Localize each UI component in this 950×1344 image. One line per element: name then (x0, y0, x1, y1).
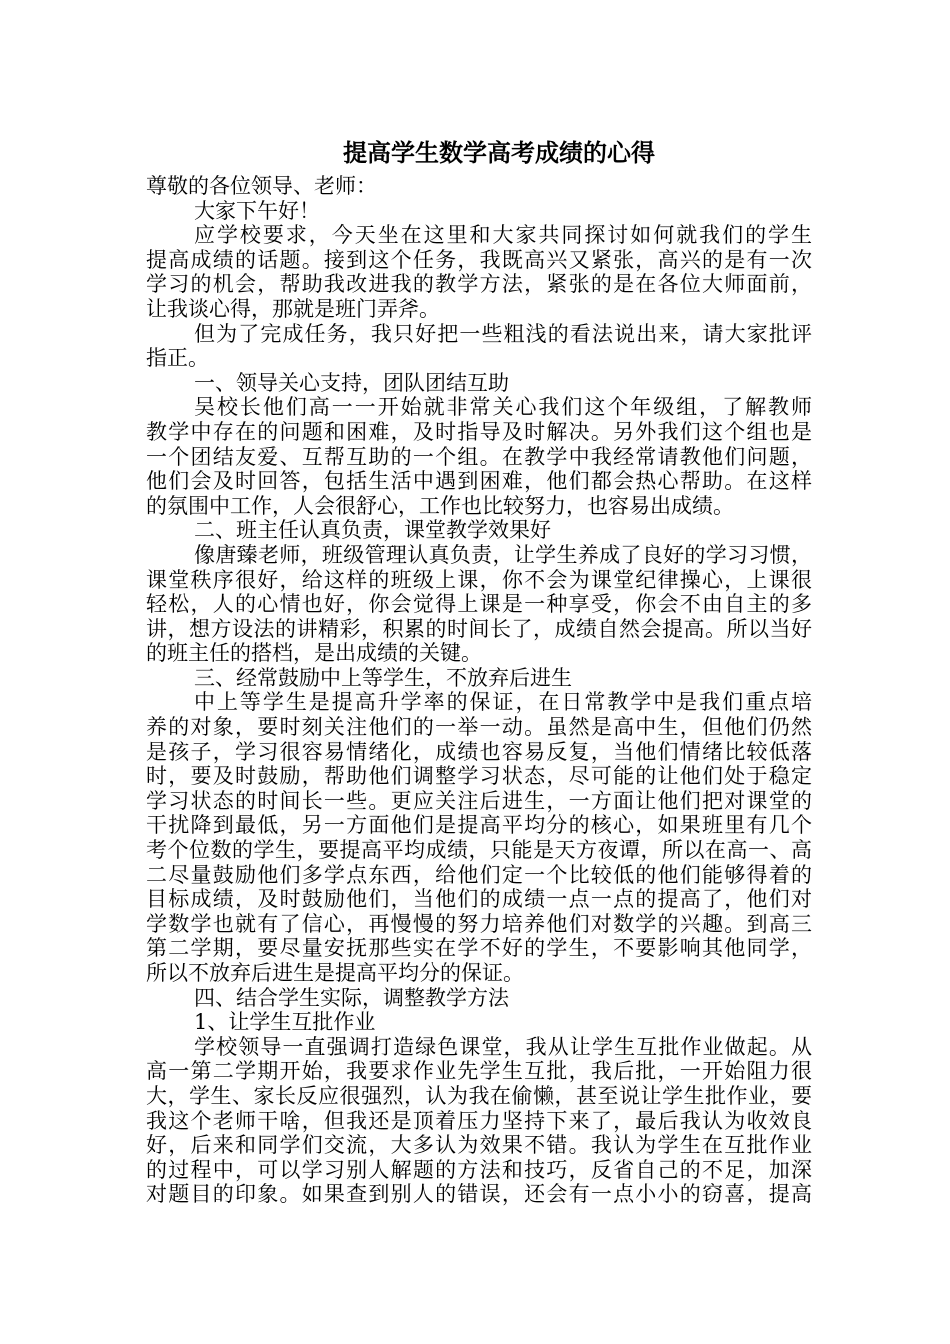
text-line: 的过程中，可以学习别人解题的方法和技巧，反省自己的不足，加深 (146, 1157, 812, 1182)
text-line: 高一第二学期开始，我要求作业先学生互批，我后批，一开始阻力很 (146, 1059, 812, 1084)
text-line: 吴校长他们高一一开始就非常关心我们这个年级组，了解教师 (194, 395, 812, 420)
text-line: 目标成绩，及时鼓励他们，当他们的成绩一点一点的提高了，他们对 (146, 887, 812, 912)
text-line: 轻松，人的心情也好，你会觉得上课是一种享受，你会不由自主的多 (146, 592, 812, 617)
text-line: 时，要及时鼓励，帮助他们调整学习状态，尽可能的让他们处于稳定 (146, 764, 812, 789)
text-line: 他们会及时回答，包括生活中遇到困难，他们都会热心帮助。在这样 (146, 469, 812, 494)
text-line: 考个位数的学生，要提高平均成绩，只能是天方夜谭，所以在高一、高 (146, 838, 812, 863)
text-line: 二、班主任认真负责，课堂教学效果好 (194, 518, 551, 543)
text-line: 让我谈心得，那就是班门弄斧。 (146, 296, 440, 321)
text-line: 二尽量鼓励他们多学点东西，给他们定一个比较低的他们能够得着的 (146, 862, 812, 887)
text-line: 我这个老师干啥，但我还是顶着压力坚持下来了，最后我认为收效良 (146, 1108, 812, 1133)
document-body (146, 174, 812, 1207)
document-page (146, 138, 812, 1207)
text-line: 大，学生、家长反应很强烈，认为我在偷懒，甚至说让学生批作业，要 (146, 1083, 812, 1108)
text-line: 中上等学生是提高升学率的保证，在日常教学中是我们重点培 (194, 690, 812, 715)
document-title: 提高学生数学高考成绩的心得 (343, 138, 655, 167)
text-line: 尊敬的各位领导、老师： (146, 174, 377, 198)
text-line: 学校领导一直强调打造绿色课堂，我从让学生互批作业做起。从 (194, 1034, 812, 1059)
text-line: 四、结合学生实际，调整教学方法 (194, 985, 509, 1010)
text-line: 一、领导关心支持，团队团结互助 (194, 370, 509, 395)
text-line: 学数学也就有了信心，再慢慢的努力培养他们对数学的兴趣。到高三 (146, 911, 812, 936)
text-line: 应学校要求，今天坐在这里和大家共同探讨如何就我们的学生 (194, 223, 812, 248)
text-line: 像唐臻老师，班级管理认真负责，让学生养成了良好的学习习惯， (194, 542, 812, 567)
text-line: 是孩子，学习很容易情绪化，成绩也容易反复，当他们情绪比较低落 (146, 739, 812, 764)
text-line: 大家下午好！ (194, 198, 320, 223)
text-line: 三、经常鼓励中上等学生，不放弃后进生 (194, 665, 572, 690)
text-line: 的氛围中工作，人会很舒心，工作也比较努力，也容易出成绩。 (146, 493, 734, 518)
text-line: 第二学期，要尽量安抚那些实在学不好的学生，不要影响其他同学， (146, 936, 812, 961)
text-line: 的班主任的搭档，是出成绩的关键。 (146, 641, 482, 666)
text-line: 讲，想方设法的讲精彩，积累的时间长了，成绩自然会提高。所以当好 (146, 616, 812, 641)
text-line: 好，后来和同学们交流，大多认为效果不错。我认为学生在互批作业 (146, 1133, 812, 1158)
text-line: 但为了完成任务，我只好把一些粗浅的看法说出来，请大家批评 (194, 321, 812, 346)
text-line: 教学中存在的问题和困难，及时指导及时解决。另外我们这个组也是 (146, 419, 812, 444)
text-line: 课堂秩序很好，给这样的班级上课，你不会为课堂纪律操心，上课很 (146, 567, 812, 592)
text-line: 养的对象，要时刻关注他们的一举一动。虽然是高中生，但他们仍然 (146, 715, 812, 740)
text-line: 干扰降到最低，另一方面他们是提高平均分的核心，如果班里有几个 (146, 813, 812, 838)
text-line: 指正。 (146, 346, 209, 371)
text-line: 所以不放弃后进生是提高平均分的保证。 (146, 961, 524, 985)
text-line: 一个团结友爱、互帮互助的一个组。在教学中我经常请教他们问题， (146, 444, 812, 469)
text-line: 对题目的印象。如果查到别人的错误，还会有一点小小的窃喜，提高 (146, 1182, 812, 1207)
text-line: 1、让学生互批作业 (194, 1010, 376, 1035)
text-line: 学习状态的时间长一些。更应关注后进生，一方面让他们把对课堂的 (146, 788, 812, 813)
text-line: 提高成绩的话题。接到这个任务，我既高兴又紧张，高兴的是有一次 (146, 247, 812, 272)
text-line: 学习的机会，帮助我改进我的教学方法，紧张的是在各位大师面前， (146, 272, 812, 297)
